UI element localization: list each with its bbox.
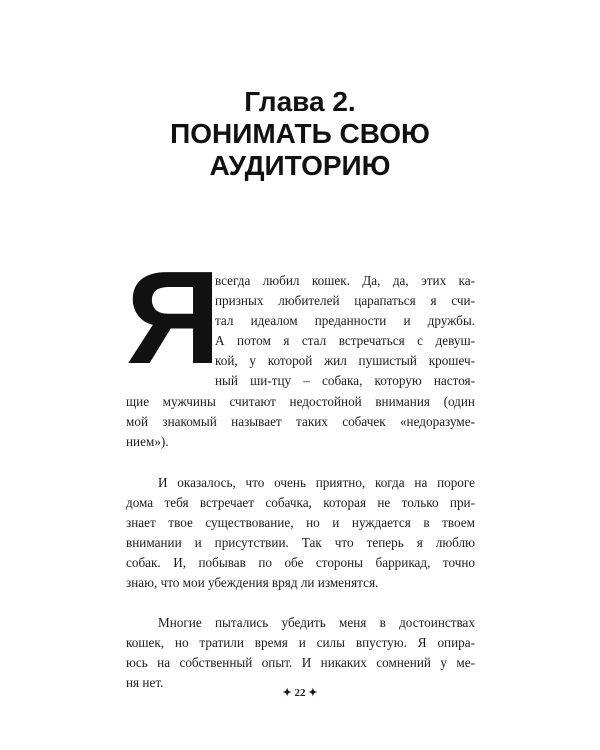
paragraph-2-line: И оказалось, что очень приятно, когда на пороге [158, 475, 475, 490]
paragraph-1-line: мой знакомый называет таких собачек «недоразуме- [126, 414, 475, 429]
paragraph-1-line: щие мужчины считают недостойной внимания (один [126, 394, 475, 409]
paragraph-3-line: кошек, но тратили время и силы впустую. Я опира- [126, 635, 475, 650]
paragraph-1-line: призных любителей царапаться я счи- [215, 293, 475, 308]
paragraph-2-line: знаю, что мои убеждения вряд ли изменятся. [126, 575, 379, 590]
drop-cap-letter: Я [126, 244, 221, 391]
chapter-heading [0, 86, 600, 182]
paragraph-2-line: внимании и присутствии. Так что теперь я люблю [126, 535, 475, 550]
paragraph-3-line: Многие пытались убедить меня в достоинствах [158, 615, 475, 630]
paragraph-1-line: всегда любил кошек. Да, да, этих ка- [215, 273, 475, 288]
paragraph-1-line: ный ши-тцу – собака, которую настоя- [215, 373, 475, 388]
paragraph-2-line: знает твое существование, но и нуждается в твоем [126, 515, 475, 530]
paragraph-3-line: ня нет. [126, 675, 164, 690]
chapter-title-line-2: АУДИТОРИЮ [209, 150, 391, 181]
paragraph-1-line: А потом я стал встречаться с девуш- [215, 333, 475, 348]
paragraph-1-line: кой, у которой жил пушистый крошеч- [215, 353, 475, 368]
paragraph-1-line: нием»). [126, 434, 169, 449]
paragraph-2-line: собак. И, побывав по обе стороны баррикад, точно [126, 555, 475, 570]
paragraph-2-line: дома тебя встречает собачка, которая не только при- [126, 495, 475, 510]
chapter-title-line-1: ПОНИМАТЬ СВОЮ [170, 118, 430, 149]
chapter-number: Глава 2. [244, 86, 356, 117]
paragraph-1-line: тал идеалом преданности и дружбы. [215, 313, 475, 328]
page-number: ✦ 22 ✦ [282, 687, 318, 699]
paragraph-3-line: юсь на собственный опыт. И никаких сомнений у ме- [126, 655, 475, 670]
